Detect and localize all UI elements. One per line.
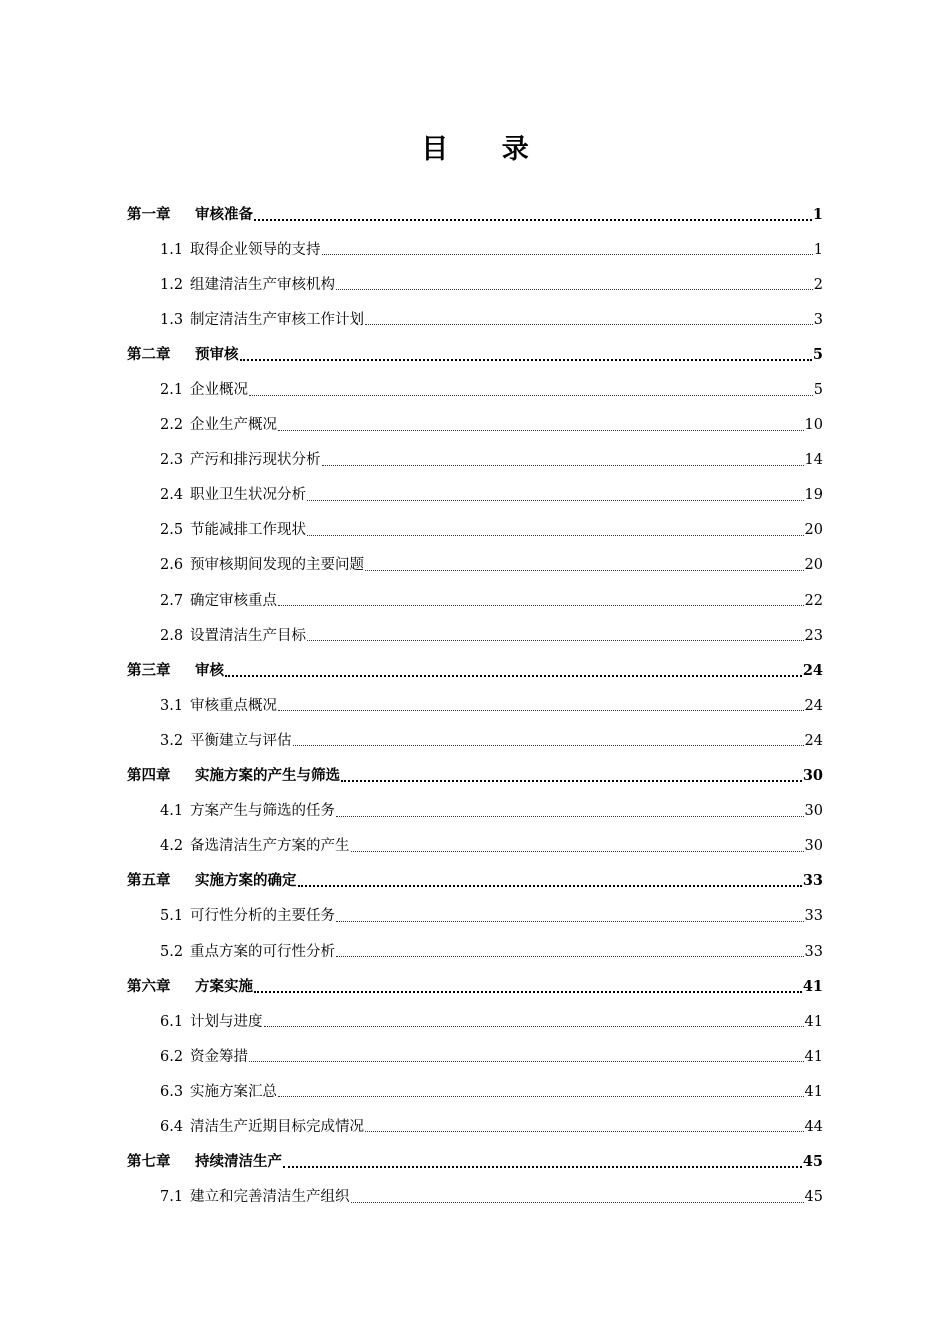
toc-chapter-entry[interactable] — [127, 653, 823, 688]
toc-entry-label: 审核重点概况 — [190, 697, 277, 714]
toc-entry-page-number: 5 — [813, 382, 823, 399]
toc-dot-leader — [278, 1096, 804, 1097]
toc-entry-number: 1.1 — [160, 241, 184, 258]
toc-chapter-entry[interactable] — [127, 864, 823, 899]
toc-entry-number: 第六章 — [127, 977, 171, 995]
toc-entry-label: 节能减排工作现状 — [190, 522, 306, 539]
toc-entry-number: 2.5 — [160, 522, 184, 539]
toc-entry-page-number: 19 — [804, 487, 823, 504]
toc-entry-page-number: 24 — [804, 732, 823, 749]
toc-chapter-entry[interactable] — [127, 197, 823, 232]
toc-entry-page-number: 33 — [804, 908, 823, 925]
toc-entry-label: 职业卫生状况分析 — [190, 487, 306, 504]
toc-entry-label: 建立和完善清洁生产组织 — [190, 1189, 350, 1206]
toc-dot-leader — [365, 1131, 804, 1132]
toc-entry-number: 2.6 — [160, 557, 184, 574]
toc-dot-leader — [240, 359, 812, 361]
toc-dot-leader — [249, 1061, 804, 1062]
toc-dot-leader — [336, 921, 804, 922]
toc-dot-leader — [278, 430, 804, 431]
toc-entry-page-number: 30 — [804, 803, 823, 820]
toc-entry-label: 审核准备 — [195, 205, 253, 223]
toc-dot-leader — [278, 710, 804, 711]
toc-dot-leader — [307, 535, 804, 536]
toc-entry-page-number: 30 — [802, 767, 823, 785]
toc-entry-number: 2.1 — [160, 382, 184, 399]
toc-section-entry[interactable] — [127, 723, 823, 758]
toc-dot-leader — [278, 605, 804, 606]
toc-section-entry[interactable] — [127, 408, 823, 443]
toc-section-entry[interactable] — [127, 1180, 823, 1215]
toc-entry-label: 备选清洁生产方案的产生 — [190, 838, 350, 855]
toc-dot-leader — [351, 1202, 804, 1203]
toc-entry-page-number: 41 — [804, 1013, 823, 1030]
toc-entry-number: 2.8 — [160, 627, 184, 644]
toc-entry-number: 第二章 — [127, 345, 171, 363]
toc-section-entry[interactable] — [127, 899, 823, 934]
toc-dot-leader — [365, 570, 804, 571]
toc-entry-page-number: 41 — [804, 1083, 823, 1100]
toc-entry-label: 方案产生与筛选的任务 — [190, 803, 335, 820]
toc-dot-leader — [336, 289, 813, 290]
toc-entry-number: 1.3 — [160, 311, 184, 328]
toc-entry-page-number: 1 — [812, 205, 823, 223]
toc-section-entry[interactable] — [127, 478, 823, 513]
toc-entry-page-number: 14 — [804, 452, 823, 469]
toc-entry-number: 6.2 — [160, 1048, 184, 1065]
toc-dot-leader — [249, 395, 813, 396]
toc-chapter-entry[interactable] — [127, 969, 823, 1004]
toc-entry-page-number: 2 — [813, 276, 823, 293]
toc-section-entry[interactable] — [127, 1074, 823, 1109]
toc-entry-page-number: 44 — [804, 1118, 823, 1135]
toc-entry-page-number: 30 — [804, 838, 823, 855]
toc-chapter-entry[interactable] — [127, 759, 823, 794]
toc-section-entry[interactable] — [127, 513, 823, 548]
toc-entry-label: 实施方案汇总 — [190, 1083, 277, 1100]
toc-chapter-entry[interactable] — [127, 1145, 823, 1180]
toc-entry-page-number: 41 — [802, 977, 823, 995]
toc-entry-label: 制定清洁生产审核工作计划 — [190, 311, 364, 328]
toc-chapter-entry[interactable] — [127, 337, 823, 372]
toc-section-entry[interactable] — [127, 1109, 823, 1144]
toc-section-entry[interactable] — [127, 829, 823, 864]
toc-entry-page-number: 3 — [813, 311, 823, 328]
toc-dot-leader — [298, 885, 802, 887]
toc-entry-number: 5.1 — [160, 908, 184, 925]
toc-dot-leader — [322, 254, 813, 255]
toc-section-entry[interactable] — [127, 1039, 823, 1074]
toc-entry-label: 实施方案的确定 — [195, 872, 297, 890]
toc-section-entry[interactable] — [127, 618, 823, 653]
toc-entry-label: 资金筹措 — [190, 1048, 248, 1065]
toc-section-entry[interactable] — [127, 443, 823, 478]
toc-entry-number: 7.1 — [160, 1189, 184, 1206]
toc-entry-label: 预审核 — [195, 345, 239, 363]
toc-entry-page-number: 20 — [804, 522, 823, 539]
toc-entry-number: 第一章 — [127, 205, 171, 223]
toc-entry-number: 6.3 — [160, 1083, 184, 1100]
toc-title: 目 录 — [421, 134, 551, 165]
toc-dot-leader — [283, 1166, 802, 1168]
toc-entry-label: 设置清洁生产目标 — [190, 627, 306, 644]
toc-entry-page-number: 33 — [802, 872, 823, 890]
toc-entry-label: 确定审核重点 — [190, 592, 277, 609]
toc-entry-label: 清洁生产近期目标完成情况 — [190, 1118, 364, 1135]
toc-entry-page-number: 24 — [802, 661, 823, 679]
toc-entry-label: 平衡建立与评估 — [190, 732, 292, 749]
toc-entry-page-number: 23 — [804, 627, 823, 644]
toc-entry-label: 实施方案的产生与筛选 — [195, 767, 340, 785]
toc-entry-page-number: 20 — [804, 557, 823, 574]
toc-section-entry[interactable] — [127, 934, 823, 969]
toc-section-entry[interactable] — [127, 302, 823, 337]
toc-dot-leader — [351, 851, 804, 852]
toc-dot-leader — [336, 816, 804, 817]
toc-entry-number: 6.4 — [160, 1118, 184, 1135]
table-of-contents — [127, 197, 823, 1215]
toc-entry-number: 6.1 — [160, 1013, 184, 1030]
toc-entry-label: 企业生产概况 — [190, 417, 277, 434]
toc-entry-label: 企业概况 — [190, 382, 248, 399]
toc-entry-number: 2.3 — [160, 452, 184, 469]
toc-entry-number: 4.2 — [160, 838, 184, 855]
toc-entry-number: 第四章 — [127, 767, 171, 785]
toc-dot-leader — [336, 956, 804, 957]
toc-entry-number: 第七章 — [127, 1153, 171, 1171]
toc-dot-leader — [307, 640, 804, 641]
toc-section-entry[interactable] — [127, 267, 823, 302]
toc-dot-leader — [254, 991, 802, 993]
toc-entry-label: 组建清洁生产审核机构 — [190, 276, 335, 293]
toc-entry-page-number: 22 — [804, 592, 823, 609]
toc-section-entry[interactable] — [127, 372, 823, 407]
toc-dot-leader — [225, 675, 802, 677]
toc-dot-leader — [341, 780, 802, 782]
toc-dot-leader — [254, 219, 812, 221]
toc-dot-leader — [264, 1026, 804, 1027]
toc-section-entry[interactable] — [127, 583, 823, 618]
toc-entry-number: 第三章 — [127, 661, 171, 679]
toc-entry-page-number: 5 — [812, 345, 823, 363]
toc-section-entry[interactable] — [127, 794, 823, 829]
toc-entry-label: 预审核期间发现的主要问题 — [190, 557, 364, 574]
toc-entry-number: 2.7 — [160, 592, 184, 609]
toc-entry-page-number: 45 — [804, 1189, 823, 1206]
toc-entry-number: 第五章 — [127, 872, 171, 890]
toc-entry-number: 2.2 — [160, 417, 184, 434]
toc-section-entry[interactable] — [127, 688, 823, 723]
toc-section-entry[interactable] — [127, 1004, 823, 1039]
toc-dot-leader — [307, 500, 804, 501]
toc-entry-page-number: 41 — [804, 1048, 823, 1065]
toc-entry-page-number: 24 — [804, 697, 823, 714]
toc-entry-number: 3.1 — [160, 697, 184, 714]
toc-entry-label: 持续清洁生产 — [195, 1153, 282, 1171]
toc-entry-label: 计划与进度 — [190, 1013, 263, 1030]
toc-entry-label: 取得企业领导的支持 — [190, 241, 321, 258]
toc-entry-label: 可行性分析的主要任务 — [190, 908, 335, 925]
toc-entry-page-number: 1 — [813, 241, 823, 258]
toc-section-entry[interactable] — [127, 232, 823, 267]
toc-entry-label: 方案实施 — [195, 977, 253, 995]
toc-entry-label: 重点方案的可行性分析 — [190, 943, 335, 960]
toc-entry-page-number: 10 — [804, 417, 823, 434]
toc-entry-page-number: 33 — [804, 943, 823, 960]
toc-dot-leader — [322, 465, 804, 466]
toc-section-entry[interactable] — [127, 548, 823, 583]
toc-entry-page-number: 45 — [802, 1153, 823, 1171]
toc-entry-number: 1.2 — [160, 276, 184, 293]
toc-entry-label: 产污和排污现状分析 — [190, 452, 321, 469]
toc-entry-label: 审核 — [195, 661, 224, 679]
toc-dot-leader — [293, 745, 804, 746]
toc-entry-number: 2.4 — [160, 487, 184, 504]
toc-entry-number: 4.1 — [160, 803, 184, 820]
toc-entry-number: 3.2 — [160, 732, 184, 749]
toc-dot-leader — [365, 324, 813, 325]
toc-entry-number: 5.2 — [160, 943, 184, 960]
